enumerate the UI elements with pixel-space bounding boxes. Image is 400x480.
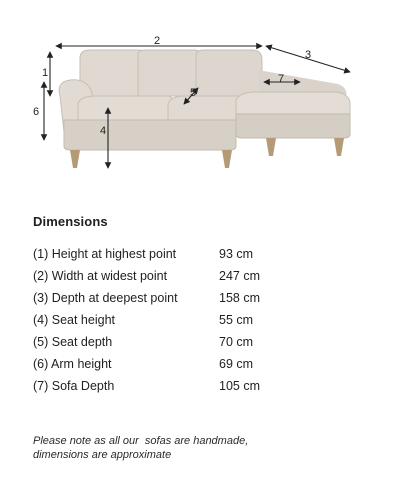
handmade-note	[33, 434, 333, 462]
dimension-value: 55 cm	[219, 313, 254, 327]
dimension-row-height	[33, 243, 283, 265]
note-line-2: dimensions are approximate	[33, 449, 172, 461]
sofa-body	[59, 50, 350, 168]
dimension-marker-3: 3	[305, 49, 312, 61]
leg-chaise-right	[334, 138, 344, 156]
dimension-value: 69 cm	[219, 357, 254, 371]
dimension-label: (2) Width at widest point	[33, 269, 168, 283]
dimension-row-depth	[33, 287, 283, 309]
dimension-label: (3) Depth at deepest point	[33, 291, 178, 305]
note-line-1: Please note as all our sofas are handmade,	[33, 435, 249, 447]
leg-front-left	[70, 150, 80, 168]
sofa-base	[64, 120, 236, 150]
dimension-value: 70 cm	[219, 335, 254, 349]
dimension-value: 105 cm	[219, 379, 260, 393]
dimension-marker-4: 4	[100, 125, 107, 137]
dimension-row-seat-depth	[33, 331, 283, 353]
dimension-row-arm-height	[33, 353, 283, 375]
dimension-row-width	[33, 265, 283, 287]
dimension-value: 93 cm	[219, 247, 254, 261]
back-cushion-right	[196, 50, 262, 96]
dimension-label: (4) Seat height	[33, 313, 115, 327]
dimension-value: 247 cm	[219, 269, 260, 283]
dimension-marker-7: 7	[278, 73, 285, 85]
dimension-marker-1: 1	[42, 67, 49, 79]
dimension-label: (5) Seat depth	[33, 335, 113, 349]
sofa-dimension-diagram	[0, 0, 400, 200]
leg-chaise-left	[266, 138, 276, 156]
dimension-marker-6: 6	[33, 106, 40, 118]
dimension-marker-2: 2	[154, 35, 161, 47]
dimension-label: (1) Height at highest point	[33, 247, 177, 261]
leg-front-middle	[222, 150, 232, 168]
dimension-row-sofa-depth	[33, 375, 283, 397]
dimension-label: (6) Arm height	[33, 357, 112, 371]
dimension-value: 158 cm	[219, 291, 260, 305]
dimension-label: (7) Sofa Depth	[33, 379, 115, 393]
dimensions-heading: Dimensions	[33, 214, 108, 229]
chaise-base	[236, 114, 350, 138]
dimension-marker-5: 5	[190, 87, 197, 99]
sofa-illustration	[0, 0, 400, 200]
dimensions-table	[33, 243, 283, 397]
dimension-row-seat-height	[33, 309, 283, 331]
